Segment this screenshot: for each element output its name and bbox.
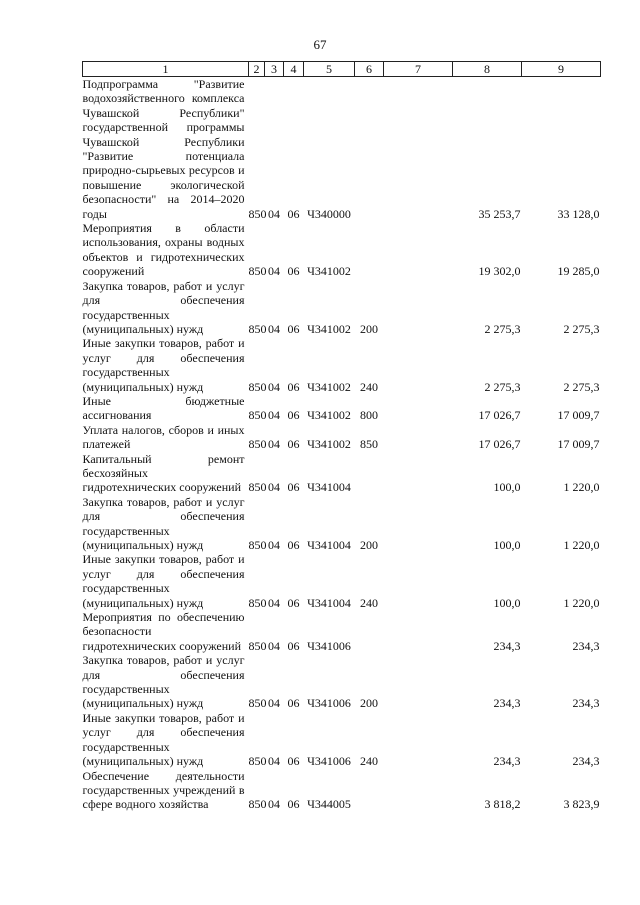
column-7-value xyxy=(384,221,453,279)
subsection-code: 06 xyxy=(287,408,300,423)
header-cell: 6 xyxy=(355,62,384,77)
subsection-code: 06 xyxy=(287,480,300,495)
header-cell: 5 xyxy=(304,62,355,77)
amount-year-2: 17 009,7 xyxy=(557,437,600,452)
budget-table xyxy=(82,61,601,812)
ministry-code: 850 xyxy=(248,754,267,769)
subsection-code: 06 xyxy=(287,797,300,812)
item-name: Уплата налогов, сборов и иных платежей xyxy=(82,422,245,452)
amount-year-1: 234,3 xyxy=(493,754,521,769)
expense-type-code: 200 xyxy=(360,321,378,336)
section-code: 04 xyxy=(268,638,280,653)
item-name: Мероприятия по обеспечению безопасности гидротехнических сооружений xyxy=(82,610,245,653)
section-code: 04 xyxy=(268,696,280,711)
target-article-code: Ч341002 xyxy=(307,379,351,394)
item-name: Закупка товаров, работ и услуг для обеспечения государственных (муниципальных) нужд xyxy=(82,278,245,336)
table-body xyxy=(83,77,601,812)
item-name: Иные закупки товаров, работ и услуг для обеспечения государственных (муниципальных) нужд xyxy=(82,552,245,610)
ministry-code: 850 xyxy=(248,595,267,610)
ministry-code: 850 xyxy=(248,696,267,711)
amount-year-2: 33 128,0 xyxy=(557,206,600,221)
amount-year-2: 2 275,3 xyxy=(563,379,600,394)
expense-type-code: 240 xyxy=(360,754,378,769)
item-name: Закупка товаров, работ и услуг для обеспечения государственных (муниципальных) нужд xyxy=(82,653,245,711)
amount-year-1: 100,0 xyxy=(493,538,521,552)
amount-year-1: 17 026,7 xyxy=(478,408,521,423)
header-cell: 4 xyxy=(284,62,304,77)
column-number-header xyxy=(83,62,601,77)
amount-year-1: 35 253,7 xyxy=(478,206,521,221)
subsection-code: 06 xyxy=(287,321,300,336)
column-7-value xyxy=(384,552,453,610)
expense-type-code: 240 xyxy=(360,595,378,610)
amount-year-1: 100,0 xyxy=(493,480,521,495)
target-article-code: Ч341006 xyxy=(307,696,351,711)
column-7-value xyxy=(384,423,453,452)
table-row xyxy=(83,495,601,553)
expense-type-code xyxy=(355,452,384,495)
section-code: 04 xyxy=(268,321,280,336)
ministry-code: 850 xyxy=(248,538,267,552)
table-row xyxy=(83,711,601,769)
item-name: Иные закупки товаров, работ и услуг для обеспечения государственных (муниципальных) нужд xyxy=(82,710,245,769)
target-article-code: Ч341004 xyxy=(307,480,351,495)
header-cell: 2 xyxy=(249,62,265,77)
expense-type-code: 800 xyxy=(360,408,378,423)
amount-year-1: 100,0 xyxy=(493,595,521,610)
section-code: 04 xyxy=(268,595,280,610)
section-code: 04 xyxy=(268,206,280,221)
subsection-code: 06 xyxy=(287,206,300,221)
amount-year-1: 234,3 xyxy=(493,638,521,653)
amount-year-1: 19 302,0 xyxy=(478,264,521,279)
ministry-code: 850 xyxy=(248,638,267,653)
section-code: 04 xyxy=(268,379,280,394)
target-article-code: Ч341002 xyxy=(307,437,351,452)
subsection-code: 06 xyxy=(287,538,300,552)
amount-year-1: 234,3 xyxy=(493,696,521,711)
table-row xyxy=(83,423,601,452)
table-row xyxy=(83,552,601,610)
item-name: Закупка товаров, работ и услуг для обеспечения государственных (муниципальных) нужд xyxy=(82,494,245,552)
target-article-code: Ч341006 xyxy=(307,754,351,769)
subsection-code: 06 xyxy=(287,595,300,610)
amount-year-2: 1 220,0 xyxy=(563,595,600,610)
target-article-code: Ч340000 xyxy=(307,206,351,221)
column-7-value xyxy=(384,77,453,222)
column-7-value xyxy=(384,711,453,769)
column-7-value xyxy=(384,452,453,495)
ministry-code: 850 xyxy=(248,408,267,423)
item-name: Подпрограмма "Развитие водохозяйственного комплекса Чувашской Республики" государственной программы Чувашской Республики "Развитие потенциала природно-сырьевых ресурсов и повышение экологической безопасности" на 2014–2020 годы xyxy=(82,77,245,221)
table-row xyxy=(83,221,601,279)
section-code: 04 xyxy=(268,538,280,552)
amount-year-2: 3 823,9 xyxy=(563,797,600,812)
ministry-code: 850 xyxy=(248,437,267,452)
header-cell: 8 xyxy=(453,62,522,77)
section-code: 04 xyxy=(268,437,280,452)
amount-year-2: 1 220,0 xyxy=(563,538,600,552)
column-7-value xyxy=(384,610,453,653)
item-name: Капитальный ремонт бесхозяйных гидротехнических сооружений xyxy=(82,451,245,495)
target-article-code: Ч341002 xyxy=(307,264,351,279)
table-row xyxy=(83,77,601,222)
expense-type-code: 200 xyxy=(360,696,378,711)
header-cell: 9 xyxy=(522,62,601,77)
ministry-code: 850 xyxy=(248,480,267,495)
column-7-value xyxy=(384,495,453,553)
page-number: 67 xyxy=(313,37,327,52)
item-name: Мероприятия в области использования, охраны водных объектов и гидротехнических сооружений xyxy=(82,221,245,279)
amount-year-1: 3 818,2 xyxy=(484,797,521,812)
column-7-value xyxy=(384,769,453,812)
table-row xyxy=(83,769,601,812)
target-article-code: Ч341002 xyxy=(307,321,351,336)
target-article-code: Ч341004 xyxy=(307,595,351,610)
expense-type-code xyxy=(355,221,384,279)
amount-year-1: 2 275,3 xyxy=(484,321,521,336)
expense-type-code xyxy=(355,610,384,653)
column-7-value xyxy=(384,394,453,423)
column-7-value xyxy=(384,279,453,337)
section-code: 04 xyxy=(268,797,280,812)
amount-year-1: 2 275,3 xyxy=(484,379,521,394)
table-row xyxy=(83,336,601,394)
table-row xyxy=(83,653,601,711)
subsection-code: 06 xyxy=(287,696,300,711)
target-article-code: Ч341004 xyxy=(307,538,351,552)
section-code: 04 xyxy=(268,480,280,495)
expense-type-code: 850 xyxy=(360,437,378,452)
header-cell: 1 xyxy=(83,62,249,77)
amount-year-2: 234,3 xyxy=(572,638,600,653)
amount-year-2: 19 285,0 xyxy=(557,264,600,279)
ministry-code: 850 xyxy=(248,797,267,812)
target-article-code: Ч344005 xyxy=(307,797,351,812)
section-code: 04 xyxy=(268,264,280,279)
table-row xyxy=(83,279,601,337)
subsection-code: 06 xyxy=(287,754,300,769)
item-name: Иные бюджетные ассигнования xyxy=(82,393,245,423)
amount-year-2: 2 275,3 xyxy=(563,321,600,336)
column-7-value xyxy=(384,653,453,711)
amount-year-2: 1 220,0 xyxy=(563,480,600,495)
expense-type-code xyxy=(355,769,384,812)
amount-year-2: 234,3 xyxy=(572,754,600,769)
expense-type-code: 200 xyxy=(360,538,378,552)
target-article-code: Ч341002 xyxy=(307,408,351,423)
subsection-code: 06 xyxy=(287,437,300,452)
amount-year-1: 17 026,7 xyxy=(478,437,521,452)
ministry-code: 850 xyxy=(248,379,267,394)
table-row xyxy=(83,610,601,653)
item-name: Обеспечение деятельности государственных учреждений в сфере водного хозяйства xyxy=(82,768,245,812)
header-cell: 3 xyxy=(265,62,284,77)
subsection-code: 06 xyxy=(287,264,300,279)
ministry-code: 850 xyxy=(248,206,267,221)
ministry-code: 850 xyxy=(248,321,267,336)
section-code: 04 xyxy=(268,754,280,769)
item-name: Иные закупки товаров, работ и услуг для обеспечения государственных (муниципальных) нужд xyxy=(82,336,245,394)
header-cell: 7 xyxy=(384,62,453,77)
section-code: 04 xyxy=(268,408,280,423)
subsection-code: 06 xyxy=(287,379,300,394)
table-row xyxy=(83,394,601,423)
expense-type-code xyxy=(355,77,384,222)
amount-year-2: 234,3 xyxy=(572,696,600,711)
ministry-code: 850 xyxy=(248,264,267,279)
subsection-code: 06 xyxy=(287,638,300,653)
expense-type-code: 240 xyxy=(360,379,378,394)
table-row xyxy=(83,452,601,495)
target-article-code: Ч341006 xyxy=(307,638,351,653)
amount-year-2: 17 009,7 xyxy=(557,408,600,423)
column-7-value xyxy=(384,336,453,394)
